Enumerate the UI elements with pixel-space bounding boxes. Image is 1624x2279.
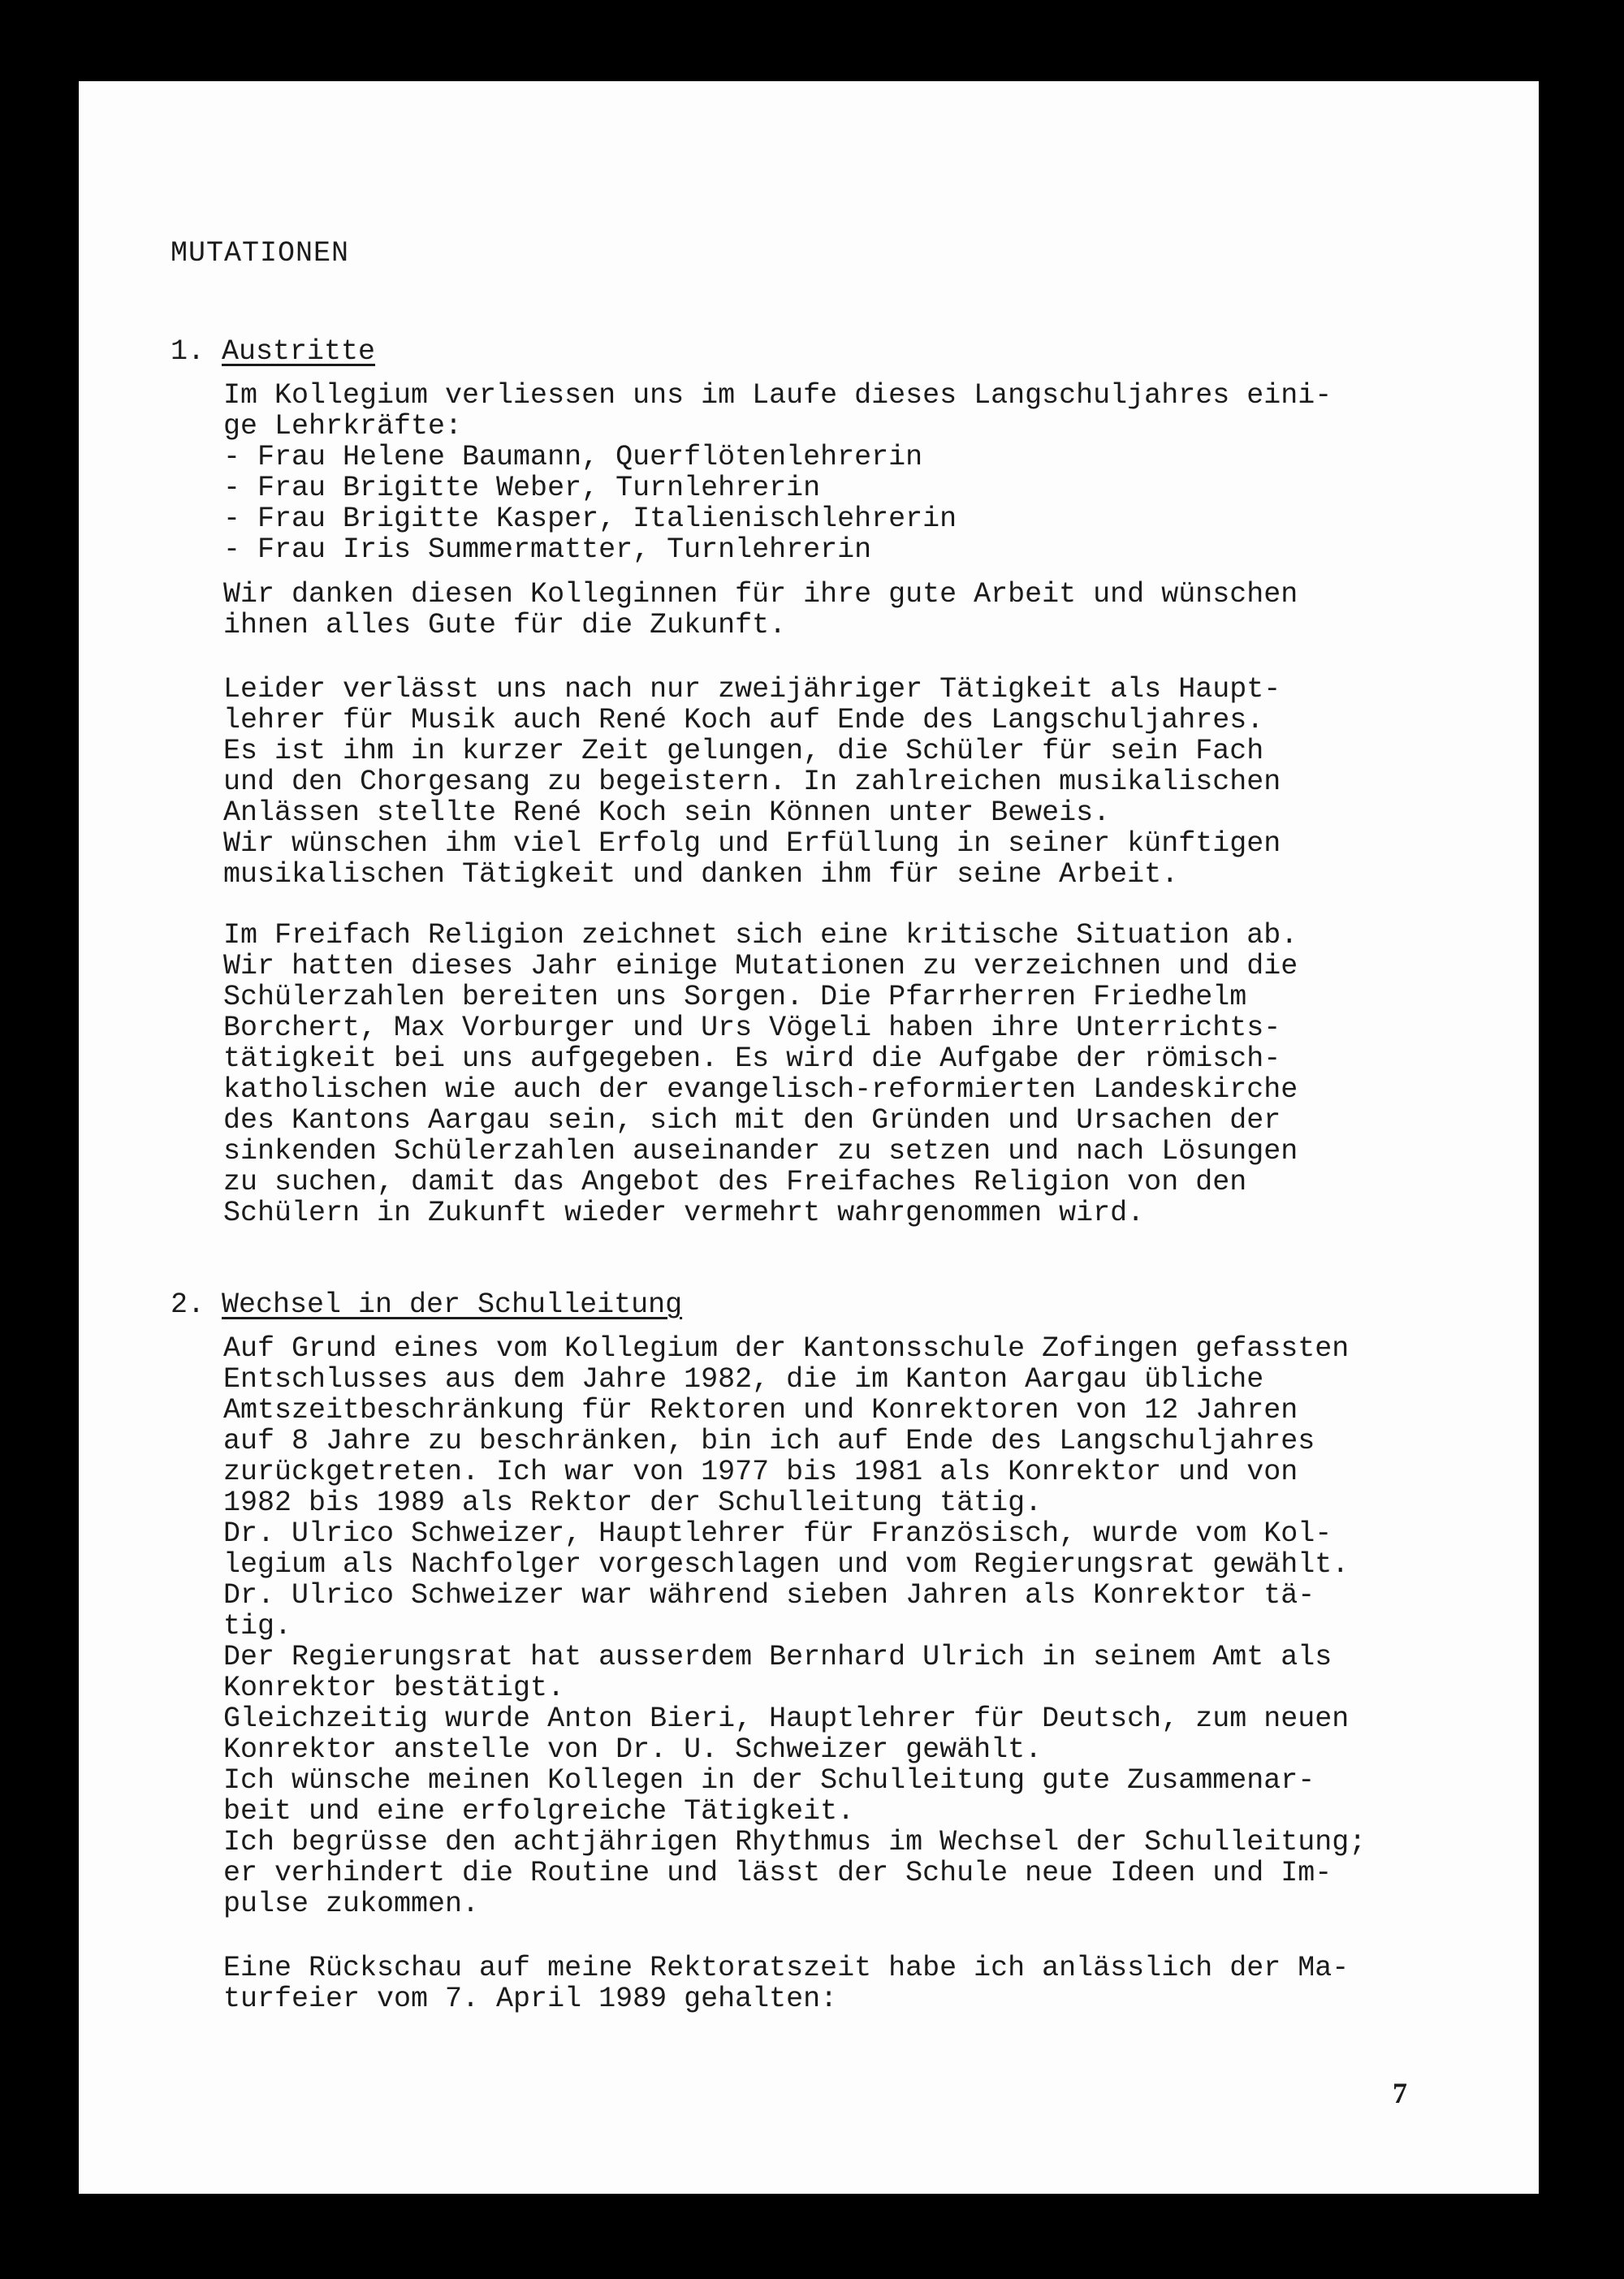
text-line: Es ist ihm in kurzer Zeit gelungen, die Schüler für sein Fach xyxy=(223,735,1264,767)
list-item: - Frau Helene Baumann, Querflötenlehrerin xyxy=(223,441,923,473)
text-line: Leider verlässt uns nach nur zweijähriger Tätigkeit als Haupt- xyxy=(223,673,1281,706)
text-line: tig. xyxy=(223,1610,292,1642)
text-line: tätigkeit bei uns aufgegeben. Es wird die Aufgabe der römisch- xyxy=(223,1042,1281,1075)
text-line: Der Regierungsrat hat ausserdem Bernhard Ulrich in seinem Amt als xyxy=(223,1641,1332,1673)
text-line: legium als Nachfolger vorgeschlagen und vom Regierungsrat gewählt. xyxy=(223,1548,1350,1581)
text-line: Wir wünschen ihm viel Erfolg und Erfüllung in seiner künftigen xyxy=(223,827,1281,860)
text-line: Schülerzahlen bereiten uns Sorgen. Die Pfarrherren Friedhelm xyxy=(223,981,1247,1013)
text-line: katholischen wie auch der evangelisch-reformierten Landeskirche xyxy=(223,1073,1298,1106)
text-line: zu suchen, damit das Angebot des Freifaches Religion von den xyxy=(223,1166,1247,1198)
paragraph xyxy=(223,1333,1539,1919)
paragraph xyxy=(223,1953,1539,2014)
text-line: Ich begrüsse den achtjährigen Rhythmus im Wechsel der Schulleitung; xyxy=(223,1826,1367,1858)
section-2-heading xyxy=(171,1289,682,1320)
document-page xyxy=(79,81,1539,2194)
list-item: - Frau Brigitte Kasper, Italienischlehrerin xyxy=(223,503,957,535)
text-line: sinkenden Schülerzahlen auseinander zu setzen und nach Lösungen xyxy=(223,1135,1298,1168)
list-item: - Frau Brigitte Weber, Turnlehrerin xyxy=(223,472,821,504)
text-line: Wir danken diesen Kolleginnen für ihre gute Arbeit und wünschen xyxy=(223,578,1298,611)
text-line: Amtszeitbeschränkung für Rektoren und Konrektoren von 12 Jahren xyxy=(223,1394,1298,1427)
text-line: und den Chorgesang zu begeistern. In zahlreichen musikalischen xyxy=(223,766,1281,798)
section-title: Austritte xyxy=(222,335,376,368)
text-line: Im Freifach Religion zeichnet sich eine kritische Situation ab. xyxy=(223,919,1298,952)
text-line: beit und eine erfolgreiche Tätigkeit. xyxy=(223,1795,855,1828)
section-number: 1. xyxy=(171,335,205,368)
text-line: er verhindert die Routine und lässt der Schule neue Ideen und Im- xyxy=(223,1857,1332,1889)
text-line: Dr. Ulrico Schweizer war während sieben Jahren als Konrektor tä- xyxy=(223,1579,1315,1612)
text-line: Gleichzeitig wurde Anton Bieri, Hauptlehrer für Deutsch, zum neuen xyxy=(223,1703,1350,1735)
text-line: turfeier vom 7. April 1989 gehalten: xyxy=(223,1983,838,2015)
text-line: Konrektor bestätigt. xyxy=(223,1672,565,1704)
text-line: ihnen alles Gute für die Zukunft. xyxy=(223,609,787,641)
section-1-heading xyxy=(171,336,375,367)
text-line: Konrektor anstelle von Dr. U. Schweizer gewählt. xyxy=(223,1733,1043,1766)
text-line: lehrer für Musik auch René Koch auf Ende des Langschuljahres. xyxy=(223,704,1264,736)
list-item: - Frau Iris Summermatter, Turnlehrerin xyxy=(223,533,872,566)
text-line: Ich wünsche meinen Kollegen in der Schulleitung gute Zusammenar- xyxy=(223,1764,1315,1797)
paragraph xyxy=(223,674,1539,890)
text-line: des Kantons Aargau sein, sich mit den Gründen und Ursachen der xyxy=(223,1104,1281,1137)
text-line: musikalischen Tätigkeit und danken ihm für seine Arbeit. xyxy=(223,858,1179,891)
page-title: MUTATIONEN xyxy=(171,237,350,270)
section-number: 2. xyxy=(171,1288,205,1321)
paragraph xyxy=(223,920,1539,1228)
paragraph xyxy=(223,380,1539,565)
text-line: Auf Grund eines vom Kollegium der Kantonsschule Zofingen gefassten xyxy=(223,1332,1350,1365)
text-line: ge Lehrkräfte: xyxy=(223,410,463,442)
paragraph xyxy=(223,579,1539,641)
text-line: Dr. Ulrico Schweizer, Hauptlehrer für Französisch, wurde vom Kol- xyxy=(223,1517,1332,1550)
text-line: Wir hatten dieses Jahr einige Mutationen zu verzeichnen und die xyxy=(223,950,1298,982)
text-line: Entschlusses aus dem Jahre 1982, die im Kanton Aargau übliche xyxy=(223,1363,1264,1396)
text-line: 1982 bis 1989 als Rektor der Schulleitung tätig. xyxy=(223,1487,1043,1519)
section-title: Wechsel in der Schulleitung xyxy=(222,1288,683,1321)
text-line: Schülern in Zukunft wieder vermehrt wahrgenommen wird. xyxy=(223,1197,1145,1229)
text-line: Eine Rückschau auf meine Rektoratszeit habe ich anlässlich der Ma- xyxy=(223,1952,1350,1984)
text-line: Im Kollegium verliessen uns im Laufe dieses Langschuljahres eini- xyxy=(223,379,1332,412)
text-line: pulse zukommen. xyxy=(223,1888,480,1920)
text-line: Anlässen stellte René Koch sein Können unter Beweis. xyxy=(223,796,1111,829)
text-line: auf 8 Jahre zu beschränken, bin ich auf Ende des Langschuljahres xyxy=(223,1425,1315,1457)
text-line: Borchert, Max Vorburger und Urs Vögeli haben ihre Unterrichts- xyxy=(223,1012,1281,1044)
text-line: zurückgetreten. Ich war von 1977 bis 1981 als Konrektor und von xyxy=(223,1456,1298,1488)
page-number: 7 xyxy=(1393,2077,1407,2109)
